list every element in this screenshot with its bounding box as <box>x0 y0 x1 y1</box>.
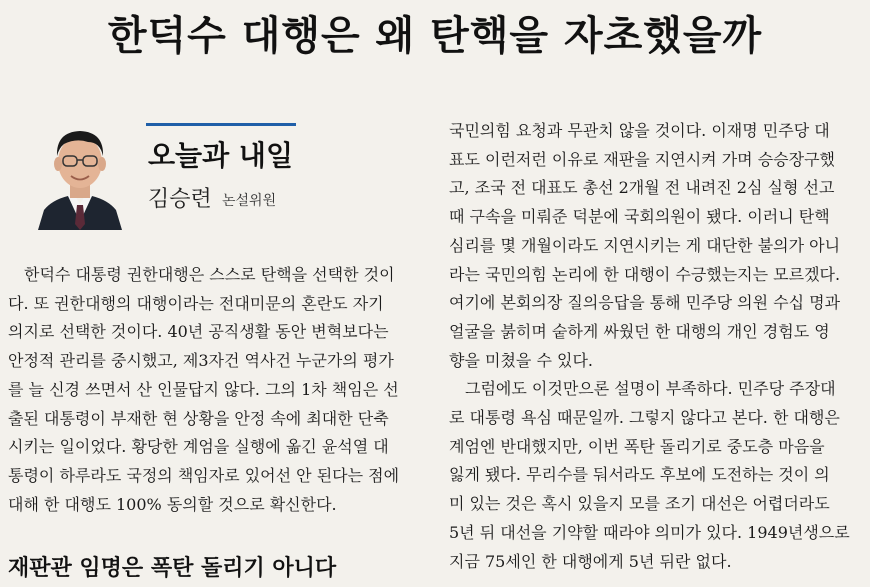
author-role: 논설위원 <box>222 193 277 209</box>
text-line: 시키는 일이었다. 황당한 계엄을 실행에 옮긴 윤석열 대 <box>8 437 389 457</box>
text-line: 다. 또 권한대행의 대행이라는 전대미문의 혼란도 자기 <box>8 293 384 313</box>
text-line: 표도 이런저런 이유로 재판을 지연시켜 가며 승승장구했 <box>449 149 836 169</box>
subheading: 재판관 임명은 폭탄 돌리기 아니다 <box>8 555 337 582</box>
text-line: 라는 국민의힘 논리에 한 대행이 수긍했는지는 모르겠다. <box>449 264 841 284</box>
text-line: 5년 뒤 대선을 기약할 때라야 의미가 있다. 1949년생으로 <box>449 522 850 542</box>
column-name: 오늘과 내일 <box>148 139 293 172</box>
text-line: 고, 조국 전 대표도 총선 2개월 전 내려진 2심 실형 선고 <box>449 178 835 198</box>
text-line: 지금 75세인 한 대행에게 5년 뒤란 없다. <box>449 551 732 571</box>
text-line: 의지로 선택한 것이다. 40년 공직생활 동안 변혁보다는 <box>8 322 389 342</box>
text-line: 심리를 몇 개월이라도 지연시키는 게 대단한 불의가 아니 <box>449 235 841 255</box>
text-line: 계엄엔 반대했지만, 이번 폭탄 돌리기로 중도층 마음을 <box>449 436 825 456</box>
text-line: 로 대통령 욕심 때문일까. 그렇지 않다고 본다. 한 대행은 <box>449 408 840 428</box>
text-line: 미 있는 것은 혹시 있을지 모를 조기 대선은 어렵더라도 <box>449 494 830 514</box>
text-line: 를 늘 신경 쓰면서 산 인물답지 않다. 그의 1차 책임은 선 <box>8 379 399 399</box>
body-paragraph <box>449 117 864 375</box>
body-paragraph <box>449 375 864 576</box>
text-line: 잃게 됐다. 무리수를 둬서라도 후보에 도전하는 것이 의 <box>449 465 830 485</box>
author-name: 김승련 <box>148 187 212 212</box>
author-portrait <box>30 110 130 230</box>
text-line: 안정적 관리를 중시했고, 제3자건 역사건 누군가의 평가 <box>8 351 394 371</box>
text-line: 그럼에도 이것만으론 설명이 부족하다. 민주당 주장대 <box>465 379 836 399</box>
text-line: 국민의힘 요청과 무관치 않을 것이다. 이재명 민주당 대 <box>449 121 830 140</box>
right-column <box>449 117 864 576</box>
text-line: 통령이 하루라도 국정의 책임자로 있어선 안 된다는 점에 <box>8 465 400 485</box>
text-line: 한덕수 대통령 권한대행은 스스로 탄핵을 선택한 것이 <box>24 265 395 284</box>
text-line: 때 구속을 미뤄준 덕분에 국회의원이 됐다. 이러니 탄핵 <box>449 207 830 227</box>
left-column <box>8 110 428 582</box>
text-line: 출된 대통령이 부재한 현 상황을 안정 속에 최대한 단축 <box>8 408 389 428</box>
body-paragraph <box>8 261 428 519</box>
headline: 한덕수 대행은 왜 탄핵을 자초했을까 <box>107 12 763 59</box>
text-line: 여기에 본회의장 질의응답을 통해 민주당 의원 수십 명과 <box>449 293 841 313</box>
author-portrait-image <box>30 110 130 230</box>
text-line: 대해 한 대행도 100% 동의할 것으로 확신한다. <box>8 494 337 514</box>
text-line: 얼굴을 붉히며 숱하게 싸웠던 한 대행의 개인 경험도 영 <box>449 321 830 341</box>
text-line: 향을 미쳤을 수 있다. <box>449 350 593 370</box>
column-accent-rule <box>146 123 296 126</box>
byline <box>8 110 428 250</box>
